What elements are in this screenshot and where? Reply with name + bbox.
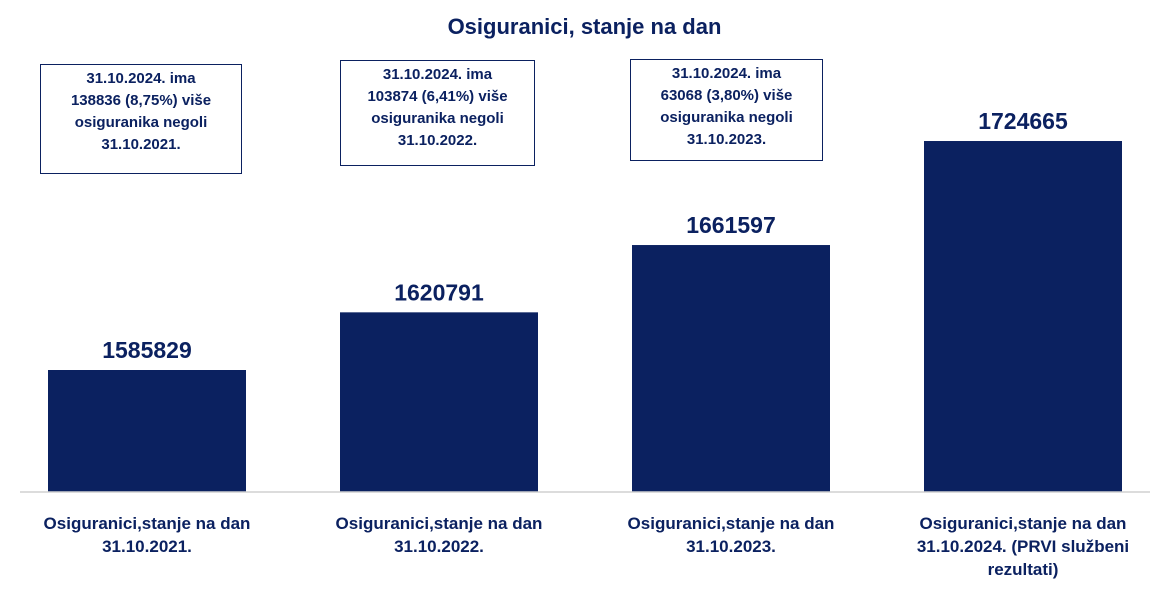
- annotation-line: 103874 (6,41%) više: [367, 88, 508, 105]
- category-label-4: [893, 512, 1153, 581]
- annotation-line: osiguranika negoli: [371, 110, 504, 127]
- bar-4: [924, 141, 1122, 492]
- bar-1: [48, 370, 246, 492]
- category-label-line: Osiguranici,stanje na dan: [919, 514, 1127, 533]
- category-label-line: 31.10.2021.: [102, 537, 192, 556]
- annotation-line: 31.10.2021.: [101, 136, 181, 153]
- annotation-box-1: [40, 64, 242, 174]
- category-label-line: 31.10.2022.: [394, 537, 484, 556]
- annotation-box-3: [630, 59, 823, 161]
- category-label-2: [309, 512, 569, 558]
- bar-value-label-3: 1661597: [686, 212, 776, 239]
- category-label-line: rezultati): [987, 560, 1059, 579]
- chart-title: Osiguranici, stanje na dan: [447, 14, 722, 39]
- bar-value-label-2: 1620791: [394, 279, 484, 306]
- annotation-line: 31.10.2024. ima: [382, 66, 493, 83]
- category-label-line: Osiguranici,stanje na dan: [627, 514, 835, 533]
- category-label-line: 31.10.2024. (PRVI službeni: [916, 537, 1130, 556]
- annotation-box-2: [340, 60, 535, 166]
- category-label-line: Osiguranici,stanje na dan: [43, 514, 251, 533]
- bar-value-label-4: 1724665: [978, 108, 1068, 135]
- bar-2: [340, 312, 538, 492]
- bar-3: [632, 245, 830, 492]
- annotation-line: 31.10.2024. ima: [671, 65, 782, 82]
- category-label-3: [601, 512, 861, 558]
- annotation-line: 31.10.2023.: [686, 131, 767, 148]
- annotation-line: osiguranika negoli: [660, 109, 793, 126]
- annotation-line: osiguranika negoli: [74, 114, 208, 131]
- bar-value-label-1: 1585829: [102, 337, 192, 363]
- category-label-line: 31.10.2023.: [686, 537, 776, 556]
- annotation-line: 63068 (3,80%) više: [660, 87, 793, 104]
- category-label-line: Osiguranici,stanje na dan: [335, 514, 543, 533]
- annotation-line: 31.10.2024. ima: [86, 70, 196, 87]
- annotation-line: 138836 (8,75%) više: [70, 92, 212, 109]
- category-label-1: [17, 512, 277, 558]
- annotation-line: 31.10.2022.: [397, 132, 478, 149]
